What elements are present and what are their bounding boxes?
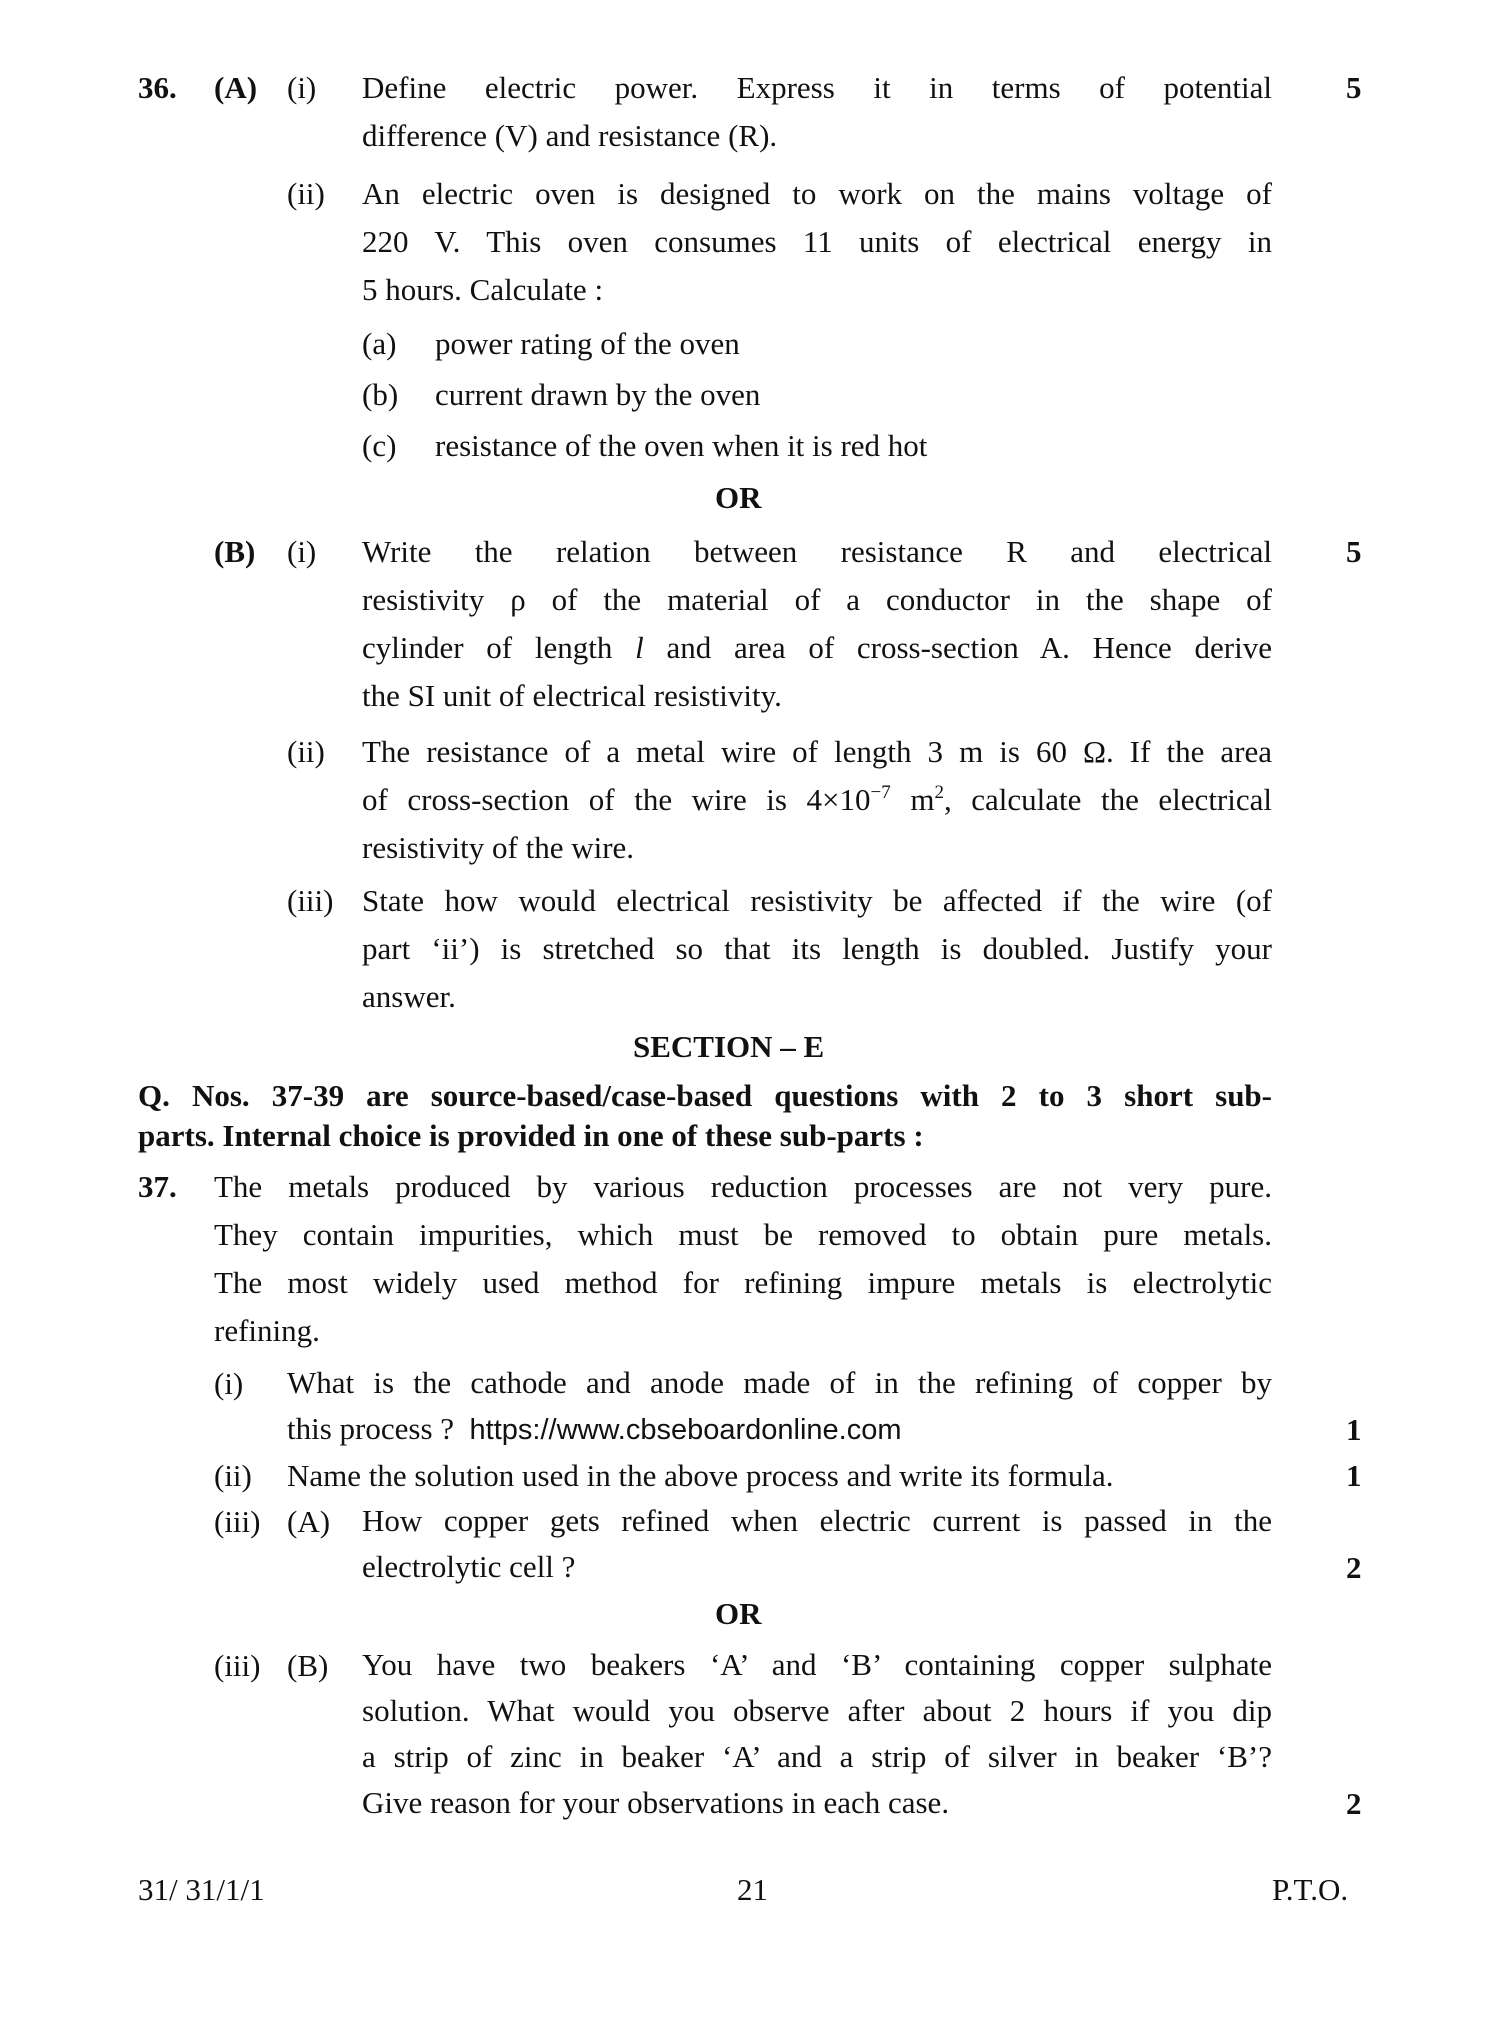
question-37-iii-b-text: You have two beakers ‘A’ and ‘B’ containing copper sulphate solution. What would you observe after about 2 hours if you dip a strip of zinc in beaker ‘A’ and a strip of silver in beaker ‘B’? Give reason for your observations in each case. [362, 1647, 1272, 1820]
question-36b-ii-text: The resistance of a metal wire of length 3 m is 60 Ω. If the area of cross-section of the wire is $4\times 10^{-7}$ $m^2$, calculate the electrical resistivity of the wire. [362, 734, 1272, 865]
question-37-passage: The metals produced by various reduction processes are not very pure. They contain impurities, which must be removed to obtain pure metals. The most widely used method for refining impure metals is electrolytic refining. [214, 1169, 1272, 1348]
marks-36a: 5 [1346, 70, 1362, 105]
page-number: 21 [737, 1872, 768, 1907]
question-36b-i-text: Write the relation between resistance R and electrical resistivity ρ of the material of a conductor in the shape of cylinder of length l and area of cross-section A. Hence derive the SI unit of electrical resistivity. [362, 534, 1272, 713]
please-turn-over: P.T.O. [1272, 1872, 1349, 1907]
marks-37-iii-b: 2 [1346, 1786, 1362, 1821]
subpart-number-36b-i: (i) [287, 534, 317, 569]
question-37-ii-text: Name the solution used in the above process and write its formula. [287, 1458, 1114, 1493]
question-36a-i-text: Define electric power. Express it in terms of potential difference (V) and resistance (R). [362, 70, 1272, 153]
choice-label-b: (B) [214, 534, 256, 569]
or-divider-36: OR [715, 480, 762, 515]
subpart-number-37-iii-b: (iii) [214, 1648, 261, 1683]
or-divider-37: OR [715, 1596, 762, 1631]
section-e-instructions: Q. Nos. 37-39 are source-based/case-based questions with 2 to 3 short sub- parts. Internal choice is provided in one of these sub-parts : [138, 1078, 1272, 1153]
question-37-iii-a-text: How copper gets refined when electric current is passed in the electrolytic cell ? [362, 1503, 1272, 1584]
subpart-text-b: current drawn by the oven [435, 377, 761, 412]
question-number-36: 36. [138, 70, 177, 105]
choice-label-a: (A) [214, 70, 258, 105]
question-36b-iii-text: State how would electrical resistivity be affected if the wire (of part ‘ii’) is stretched so that its length is doubled. Justify your answer. [362, 883, 1272, 1014]
question-number-37: 37. [138, 1169, 177, 1204]
question-36b-i-line3: cylinder of length l and area of cross-section A. Hence derive [362, 630, 1272, 665]
question-36a-ii-text: An electric oven is designed to work on the mains voltage of 220 V. This oven consumes 11 units of electrical energy in 5 hours. Calculate : [362, 176, 1272, 307]
length-variable: l [635, 630, 644, 665]
subpart-number-36a-i: (i) [287, 70, 317, 105]
choice-label-37-iii-a: (A) [287, 1504, 331, 1539]
subpart-label-c: (c) [362, 428, 397, 463]
subpart-text-a: power rating of the oven [435, 326, 740, 361]
subpart-number-36b-ii: (ii) [287, 734, 325, 769]
subpart-text-c: resistance of the oven when it is red hot [435, 428, 928, 463]
subpart-number-36b-iii: (iii) [287, 883, 334, 918]
source-url-link[interactable]: https://www.cbseboardonline.com [469, 1414, 902, 1446]
subpart-label-b: (b) [362, 377, 399, 412]
question-36b-ii-line2: of cross-section of the wire is $4\times 10^{-7}$ $m^2$, calculate the electrical [362, 782, 1272, 817]
marks-37-ii: 1 [1346, 1458, 1362, 1493]
marks-36b: 5 [1346, 534, 1362, 569]
paper-code: 31/ 31/1/1 [138, 1872, 265, 1907]
subpart-number-37-ii: (ii) [214, 1458, 252, 1493]
section-e-heading: SECTION – E [633, 1029, 825, 1064]
marks-37-i: 1 [1346, 1412, 1362, 1447]
marks-37-iii-a: 2 [1346, 1550, 1362, 1585]
subpart-number-37-i: (i) [214, 1366, 244, 1401]
choice-label-37-iii-b: (B) [287, 1648, 329, 1683]
subpart-label-a: (a) [362, 326, 397, 361]
subpart-number-36a-ii: (ii) [287, 176, 325, 211]
question-37-i-text: What is the cathode and anode made of in the refining of copper by this process ? https://www.cbseboardonline.com [287, 1365, 1272, 1446]
subpart-number-37-iii-a: (iii) [214, 1504, 261, 1539]
